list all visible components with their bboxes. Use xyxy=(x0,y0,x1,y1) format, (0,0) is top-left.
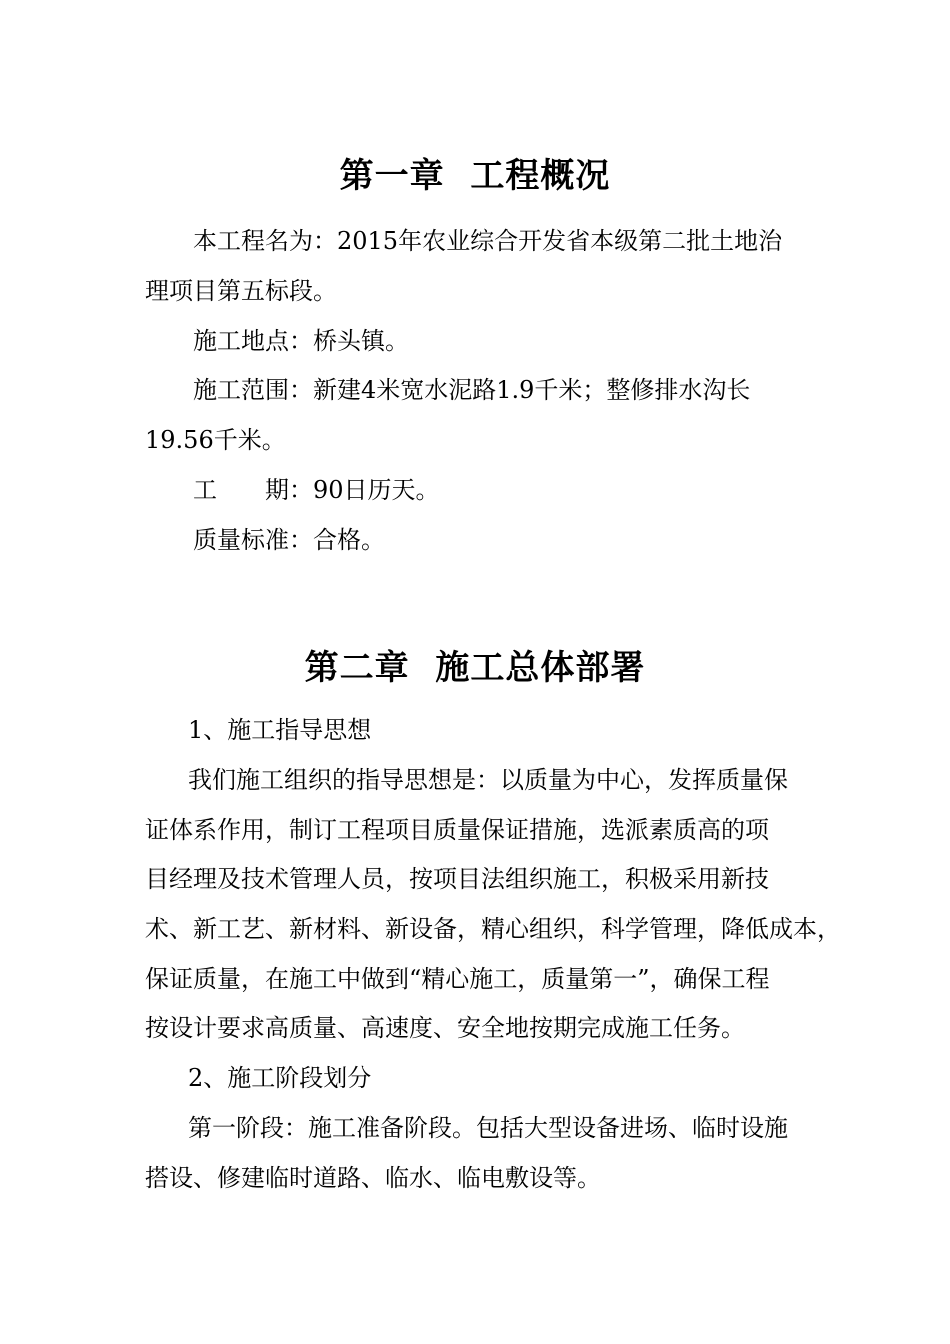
paragraph-line: 术、新工艺、新材料、新设备，精心组织，科学管理，降低成本， xyxy=(145,915,841,943)
chapter-1-title: 第一章 工程概况 xyxy=(339,156,611,196)
paragraph-line: 保证质量，在施工中做到“精心施工，质量第一”，确保工程 xyxy=(145,965,770,993)
paragraph-line: 施工范围：新建4米宽水泥路1.9千米；整修排水沟长 xyxy=(193,376,751,404)
paragraph-line: 第一阶段：施工准备阶段。包括大型设备进场、临时设施 xyxy=(188,1114,788,1142)
paragraph-line: 本工程名为：2015年农业综合开发省本级第二批土地治 xyxy=(193,227,783,255)
paragraph-line: 工 期：90日历天。 xyxy=(193,476,440,504)
paragraph-line: 搭设、修建临时道路、临水、临电敷设等。 xyxy=(145,1164,601,1192)
paragraph-line: 19.56千米。 xyxy=(145,426,286,454)
paragraph-line: 质量标准：合格。 xyxy=(193,526,385,554)
paragraph-line: 理项目第五标段。 xyxy=(145,277,337,305)
section-heading: 2、施工阶段划分 xyxy=(188,1064,372,1092)
paragraph-line: 我们施工组织的指导思想是：以质量为中心，发挥质量保 xyxy=(188,766,788,794)
paragraph-line: 证体系作用，制订工程项目质量保证措施，选派素质高的项 xyxy=(145,816,769,844)
section-heading: 1、施工指导思想 xyxy=(188,716,372,744)
paragraph-line: 目经理及技术管理人员，按项目法组织施工，积极采用新技 xyxy=(145,865,769,893)
chapter-2-title: 第二章 施工总体部署 xyxy=(304,648,646,688)
paragraph-line: 按设计要求高质量、高速度、安全地按期完成施工任务。 xyxy=(145,1014,745,1042)
paragraph-line: 施工地点：桥头镇。 xyxy=(193,327,409,355)
